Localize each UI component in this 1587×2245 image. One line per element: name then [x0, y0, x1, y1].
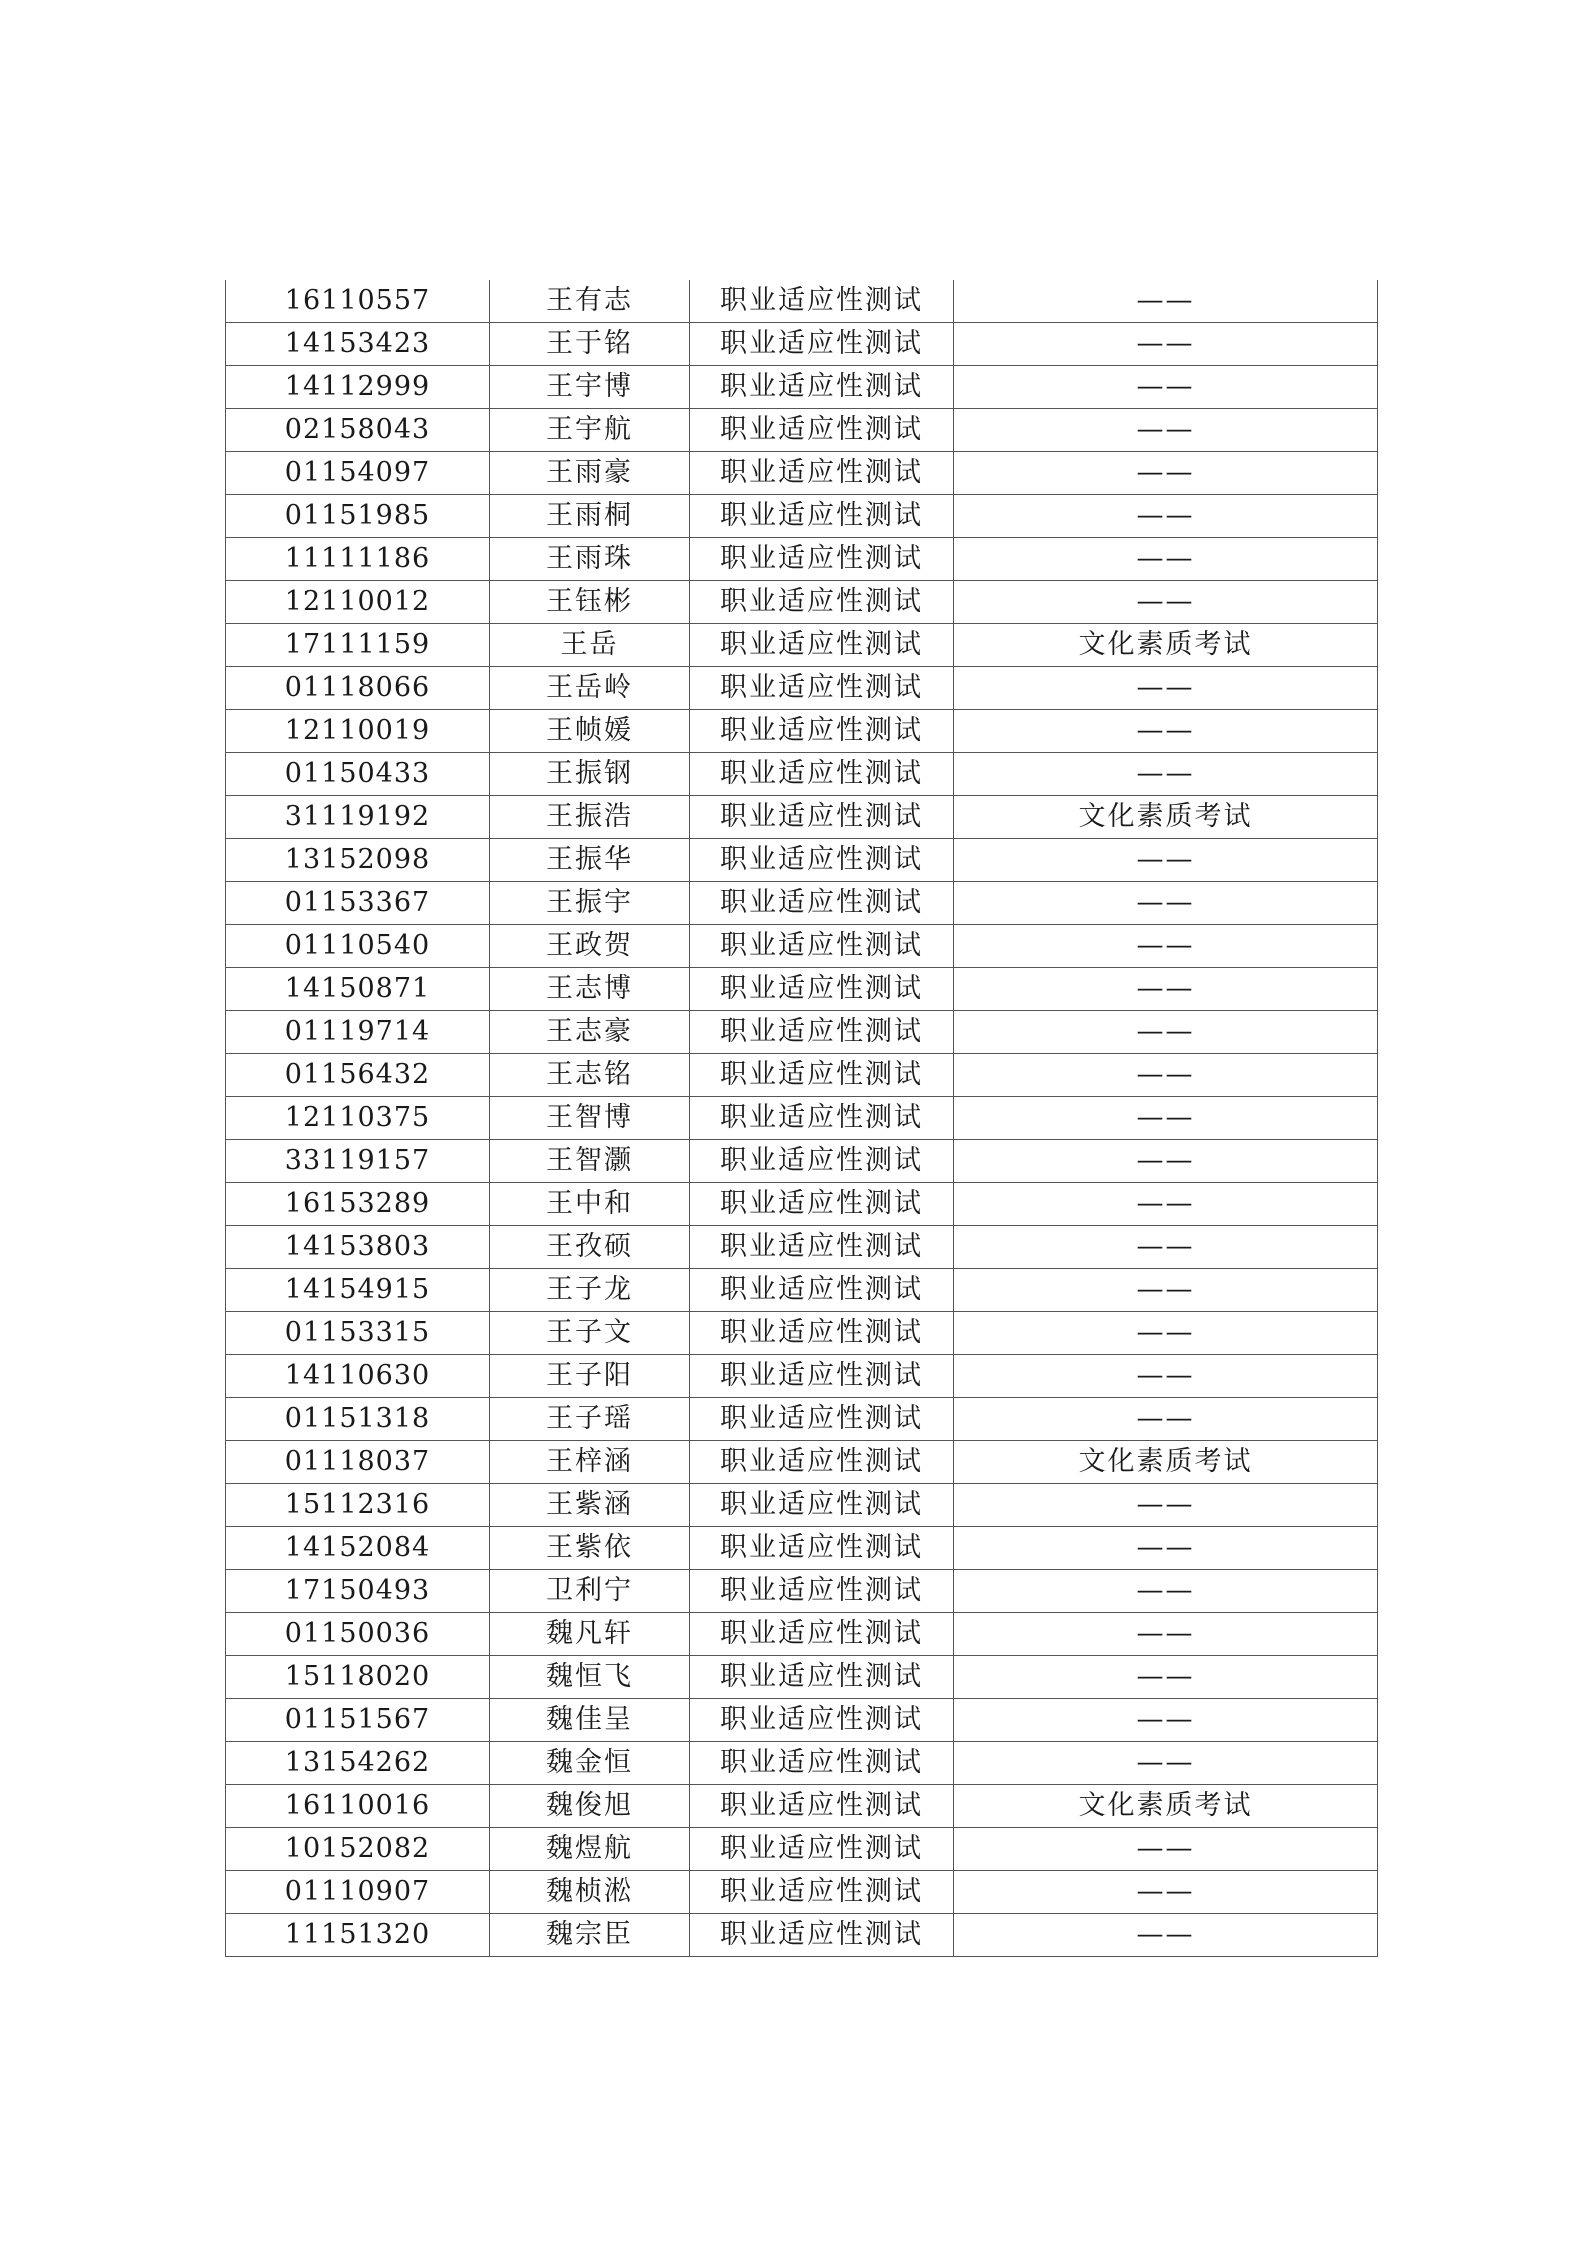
- candidate-name-cell: 王振钢: [490, 753, 690, 796]
- candidate-id-cell: 15118020: [226, 1656, 490, 1699]
- exam-type-cell: 职业适应性测试: [690, 1183, 954, 1226]
- exam-type-cell: 职业适应性测试: [690, 1914, 954, 1957]
- candidate-name-cell: 王子文: [490, 1312, 690, 1355]
- candidate-name-cell: 王志博: [490, 968, 690, 1011]
- extra-exam-cell: ——: [954, 1742, 1378, 1785]
- extra-exam-cell: ——: [954, 1011, 1378, 1054]
- exam-type-cell: 职业适应性测试: [690, 495, 954, 538]
- candidate-id-cell: 01110540: [226, 925, 490, 968]
- table-row: [226, 667, 1378, 710]
- exam-type-cell: 职业适应性测试: [690, 1398, 954, 1441]
- exam-type-cell: 职业适应性测试: [690, 710, 954, 753]
- table-row: [226, 1742, 1378, 1785]
- exam-type-cell: 职业适应性测试: [690, 624, 954, 667]
- extra-exam-cell: ——: [954, 1140, 1378, 1183]
- extra-exam-cell: ——: [954, 1613, 1378, 1656]
- candidate-id-cell: 14152084: [226, 1527, 490, 1570]
- table-row: [226, 409, 1378, 452]
- candidate-id-cell: 01151985: [226, 495, 490, 538]
- candidate-id-cell: 13152098: [226, 839, 490, 882]
- table-row: [226, 1269, 1378, 1312]
- extra-exam-cell: 文化素质考试: [954, 796, 1378, 839]
- table-row: [226, 280, 1378, 323]
- exam-type-cell: 职业适应性测试: [690, 1226, 954, 1269]
- candidate-id-cell: 11151320: [226, 1914, 490, 1957]
- table-row: [226, 1140, 1378, 1183]
- candidate-name-cell: 王雨豪: [490, 452, 690, 495]
- exam-type-cell: 职业适应性测试: [690, 1097, 954, 1140]
- exam-type-cell: 职业适应性测试: [690, 753, 954, 796]
- candidate-name-cell: 王雨桐: [490, 495, 690, 538]
- exam-type-cell: 职业适应性测试: [690, 1312, 954, 1355]
- extra-exam-cell: ——: [954, 1871, 1378, 1914]
- candidate-id-cell: 01110907: [226, 1871, 490, 1914]
- table-row: [226, 796, 1378, 839]
- candidate-name-cell: 王子阳: [490, 1355, 690, 1398]
- candidate-id-cell: 01150433: [226, 753, 490, 796]
- extra-exam-cell: ——: [954, 1527, 1378, 1570]
- table-row: [226, 882, 1378, 925]
- candidate-id-cell: 11111186: [226, 538, 490, 581]
- table-row: [226, 1871, 1378, 1914]
- extra-exam-cell: ——: [954, 1484, 1378, 1527]
- table-row: [226, 710, 1378, 753]
- extra-exam-cell: ——: [954, 1226, 1378, 1269]
- candidate-name-cell: 王岳: [490, 624, 690, 667]
- candidate-id-cell: 01118066: [226, 667, 490, 710]
- extra-exam-cell: ——: [954, 409, 1378, 452]
- exam-type-cell: 职业适应性测试: [690, 1484, 954, 1527]
- extra-exam-cell: ——: [954, 1656, 1378, 1699]
- extra-exam-cell: ——: [954, 1914, 1378, 1957]
- candidate-name-cell: 魏凡轩: [490, 1613, 690, 1656]
- exam-type-cell: 职业适应性测试: [690, 366, 954, 409]
- candidate-id-cell: 01153367: [226, 882, 490, 925]
- table-row: [226, 538, 1378, 581]
- candidate-id-cell: 01153315: [226, 1312, 490, 1355]
- table-row: [226, 1441, 1378, 1484]
- candidate-id-cell: 12110375: [226, 1097, 490, 1140]
- table-row: [226, 1914, 1378, 1957]
- exam-type-cell: 职业适应性测试: [690, 667, 954, 710]
- candidate-name-cell: 王政贺: [490, 925, 690, 968]
- candidate-name-cell: 魏金恒: [490, 1742, 690, 1785]
- candidate-name-cell: 魏桢淞: [490, 1871, 690, 1914]
- candidate-id-cell: 17150493: [226, 1570, 490, 1613]
- exam-type-cell: 职业适应性测试: [690, 1054, 954, 1097]
- extra-exam-cell: ——: [954, 667, 1378, 710]
- candidate-name-cell: 王孜硕: [490, 1226, 690, 1269]
- table-row: [226, 925, 1378, 968]
- candidate-name-cell: 王钰彬: [490, 581, 690, 624]
- candidate-id-cell: 01150036: [226, 1613, 490, 1656]
- extra-exam-cell: ——: [954, 925, 1378, 968]
- candidate-id-cell: 01118037: [226, 1441, 490, 1484]
- exam-type-cell: 职业适应性测试: [690, 538, 954, 581]
- candidate-name-cell: 魏恒飞: [490, 1656, 690, 1699]
- exam-type-cell: 职业适应性测试: [690, 1355, 954, 1398]
- candidate-id-cell: 02158043: [226, 409, 490, 452]
- extra-exam-cell: ——: [954, 1398, 1378, 1441]
- exam-type-cell: 职业适应性测试: [690, 796, 954, 839]
- candidate-id-cell: 14153803: [226, 1226, 490, 1269]
- candidate-name-cell: 王有志: [490, 280, 690, 323]
- exam-type-cell: 职业适应性测试: [690, 968, 954, 1011]
- candidate-id-cell: 14110630: [226, 1355, 490, 1398]
- candidate-id-cell: 12110019: [226, 710, 490, 753]
- candidate-name-cell: 王子瑶: [490, 1398, 690, 1441]
- candidate-name-cell: 王振浩: [490, 796, 690, 839]
- candidate-name-cell: 魏佳呈: [490, 1699, 690, 1742]
- table-row: [226, 452, 1378, 495]
- table-row: [226, 323, 1378, 366]
- extra-exam-cell: ——: [954, 538, 1378, 581]
- exam-type-cell: 职业适应性测试: [690, 925, 954, 968]
- candidate-name-cell: 王中和: [490, 1183, 690, 1226]
- candidate-name-cell: 王振宇: [490, 882, 690, 925]
- table-row: [226, 1097, 1378, 1140]
- table-row: [226, 1054, 1378, 1097]
- candidate-id-cell: 17111159: [226, 624, 490, 667]
- extra-exam-cell: ——: [954, 1183, 1378, 1226]
- extra-exam-cell: 文化素质考试: [954, 624, 1378, 667]
- candidate-name-cell: 王志铭: [490, 1054, 690, 1097]
- table-row: [226, 1656, 1378, 1699]
- exam-type-cell: 职业适应性测试: [690, 409, 954, 452]
- extra-exam-cell: ——: [954, 280, 1378, 323]
- exam-type-cell: 职业适应性测试: [690, 323, 954, 366]
- extra-exam-cell: ——: [954, 1097, 1378, 1140]
- table-row: [226, 1355, 1378, 1398]
- exam-type-cell: 职业适应性测试: [690, 1527, 954, 1570]
- table-row: [226, 366, 1378, 409]
- table-row: [226, 1699, 1378, 1742]
- candidate-id-cell: 14153423: [226, 323, 490, 366]
- candidate-name-cell: 王紫依: [490, 1527, 690, 1570]
- candidate-id-cell: 33119157: [226, 1140, 490, 1183]
- extra-exam-cell: ——: [954, 839, 1378, 882]
- extra-exam-cell: 文化素质考试: [954, 1785, 1378, 1828]
- table-row: [226, 968, 1378, 1011]
- exam-type-cell: 职业适应性测试: [690, 1011, 954, 1054]
- candidate-name-cell: 王宇博: [490, 366, 690, 409]
- candidate-name-cell: 王智博: [490, 1097, 690, 1140]
- candidate-name-cell: 王宇航: [490, 409, 690, 452]
- extra-exam-cell: ——: [954, 1699, 1378, 1742]
- extra-exam-cell: ——: [954, 452, 1378, 495]
- extra-exam-cell: ——: [954, 882, 1378, 925]
- table-row: [226, 1183, 1378, 1226]
- candidate-name-cell: 王子龙: [490, 1269, 690, 1312]
- exam-type-cell: 职业适应性测试: [690, 1570, 954, 1613]
- candidate-id-cell: 01154097: [226, 452, 490, 495]
- candidate-id-cell: 01151318: [226, 1398, 490, 1441]
- exam-type-cell: 职业适应性测试: [690, 1871, 954, 1914]
- extra-exam-cell: ——: [954, 1828, 1378, 1871]
- candidate-id-cell: 14112999: [226, 366, 490, 409]
- table-row: [226, 1613, 1378, 1656]
- extra-exam-cell: ——: [954, 1054, 1378, 1097]
- table-row: [226, 1527, 1378, 1570]
- extra-exam-cell: ——: [954, 1312, 1378, 1355]
- candidate-id-cell: 10152082: [226, 1828, 490, 1871]
- extra-exam-cell: ——: [954, 581, 1378, 624]
- extra-exam-cell: ——: [954, 495, 1378, 538]
- candidate-name-cell: 王梓涵: [490, 1441, 690, 1484]
- candidate-id-cell: 16110557: [226, 280, 490, 323]
- candidate-name-cell: 王岳岭: [490, 667, 690, 710]
- candidate-id-cell: 15112316: [226, 1484, 490, 1527]
- exam-type-cell: 职业适应性测试: [690, 1742, 954, 1785]
- exam-type-cell: 职业适应性测试: [690, 839, 954, 882]
- candidate-id-cell: 14150871: [226, 968, 490, 1011]
- candidate-name-cell: 王紫涵: [490, 1484, 690, 1527]
- exam-type-cell: 职业适应性测试: [690, 1699, 954, 1742]
- exam-type-cell: 职业适应性测试: [690, 1613, 954, 1656]
- extra-exam-cell: ——: [954, 366, 1378, 409]
- table-row: [226, 495, 1378, 538]
- table-row: [226, 1785, 1378, 1828]
- candidate-id-cell: 13154262: [226, 1742, 490, 1785]
- candidate-id-cell: 01156432: [226, 1054, 490, 1097]
- candidate-name-cell: 王智灏: [490, 1140, 690, 1183]
- candidate-name-cell: 王志豪: [490, 1011, 690, 1054]
- extra-exam-cell: ——: [954, 1269, 1378, 1312]
- table-row: [226, 1011, 1378, 1054]
- table-row: [226, 1828, 1378, 1871]
- extra-exam-cell: ——: [954, 1355, 1378, 1398]
- roster-table: [225, 280, 1378, 1957]
- extra-exam-cell: ——: [954, 323, 1378, 366]
- candidate-id-cell: 16153289: [226, 1183, 490, 1226]
- extra-exam-cell: ——: [954, 753, 1378, 796]
- roster-table-container: [225, 280, 1377, 1957]
- candidate-id-cell: 14154915: [226, 1269, 490, 1312]
- table-row: [226, 581, 1378, 624]
- exam-type-cell: 职业适应性测试: [690, 1656, 954, 1699]
- extra-exam-cell: ——: [954, 710, 1378, 753]
- exam-type-cell: 职业适应性测试: [690, 1269, 954, 1312]
- candidate-name-cell: 卫利宁: [490, 1570, 690, 1613]
- exam-type-cell: 职业适应性测试: [690, 882, 954, 925]
- table-row: [226, 1398, 1378, 1441]
- exam-type-cell: 职业适应性测试: [690, 452, 954, 495]
- candidate-name-cell: 王雨珠: [490, 538, 690, 581]
- table-row: [226, 1570, 1378, 1613]
- candidate-id-cell: 12110012: [226, 581, 490, 624]
- table-row: [226, 839, 1378, 882]
- extra-exam-cell: ——: [954, 968, 1378, 1011]
- candidate-id-cell: 16110016: [226, 1785, 490, 1828]
- table-row: [226, 753, 1378, 796]
- exam-type-cell: 职业适应性测试: [690, 1828, 954, 1871]
- candidate-id-cell: 01151567: [226, 1699, 490, 1742]
- exam-type-cell: 职业适应性测试: [690, 1140, 954, 1183]
- candidate-name-cell: 王帧媛: [490, 710, 690, 753]
- candidate-name-cell: 魏俊旭: [490, 1785, 690, 1828]
- table-row: [226, 1484, 1378, 1527]
- candidate-id-cell: 31119192: [226, 796, 490, 839]
- exam-type-cell: 职业适应性测试: [690, 1441, 954, 1484]
- exam-type-cell: 职业适应性测试: [690, 581, 954, 624]
- table-row: [226, 1226, 1378, 1269]
- extra-exam-cell: 文化素质考试: [954, 1441, 1378, 1484]
- candidate-name-cell: 王于铭: [490, 323, 690, 366]
- candidate-name-cell: 魏煜航: [490, 1828, 690, 1871]
- roster-table-body: [226, 280, 1378, 1957]
- candidate-name-cell: 王振华: [490, 839, 690, 882]
- exam-type-cell: 职业适应性测试: [690, 1785, 954, 1828]
- extra-exam-cell: ——: [954, 1570, 1378, 1613]
- candidate-id-cell: 01119714: [226, 1011, 490, 1054]
- table-row: [226, 1312, 1378, 1355]
- table-row: [226, 624, 1378, 667]
- exam-type-cell: 职业适应性测试: [690, 280, 954, 323]
- candidate-name-cell: 魏宗臣: [490, 1914, 690, 1957]
